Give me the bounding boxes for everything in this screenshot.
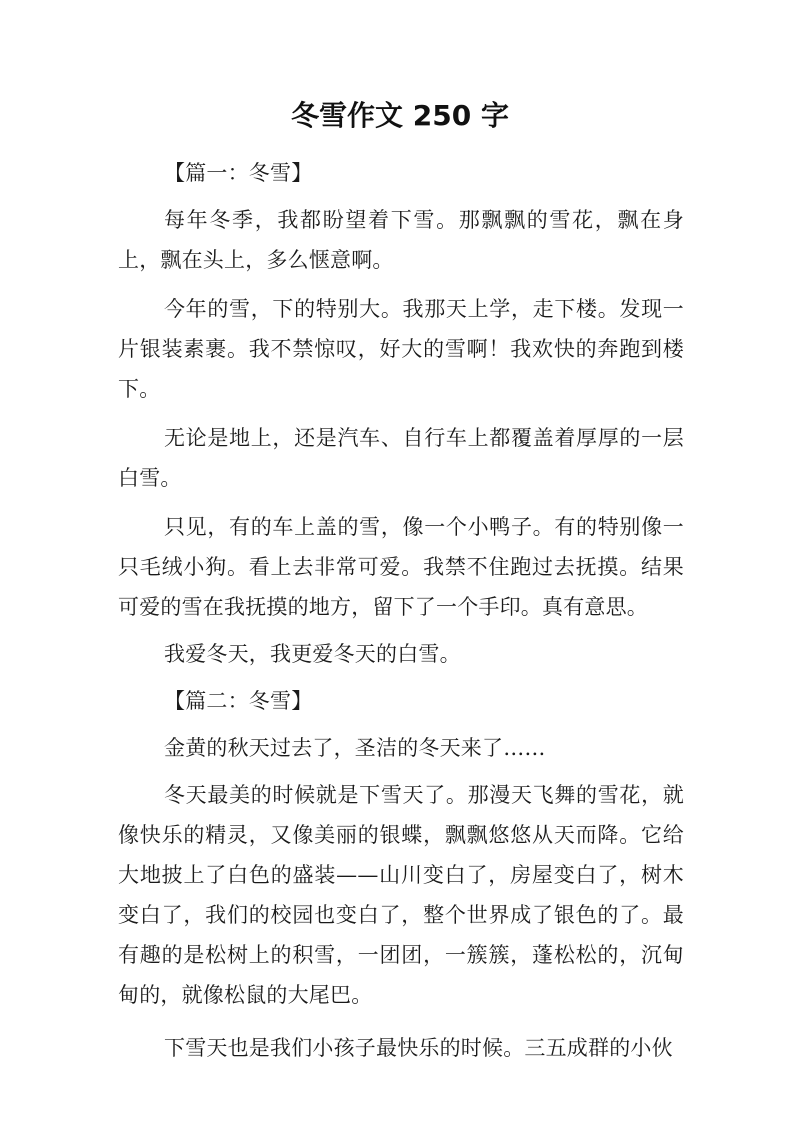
document-body <box>118 153 684 1068</box>
paragraph: 金黄的秋天过去了，圣洁的冬天来了…… <box>164 736 546 760</box>
paragraph: 今年的雪，下的特别大。我那天上学，走下楼。发现一片银装素裹。我不禁惊叹，好大的雪啊！我欢快的奔跑到楼下。 <box>118 297 684 401</box>
section-heading-2: 【篇二：冬雪】 <box>164 689 313 713</box>
paragraph: 冬天最美的时候就是下雪天了。那漫天飞舞的雪花，就像快乐的精灵，又像美丽的银蝶，飘飘悠悠从天而降。它给大地披上了白色的盛装——山川变白了，房屋变白了，树木变白了，我们的校园也变白了，整个世界成了银色的了。最有趣的是松树上的积雪，一团团，一簇簇，蓬松松的，沉甸甸的，就像松鼠的大尾巴。 <box>118 783 684 1007</box>
paragraph: 我爱冬天，我更爱冬天的白雪。 <box>164 642 461 666</box>
document-title: 冬雪作文 250 字 <box>291 99 509 132</box>
paragraph: 无论是地上，还是汽车、自行车上都覆盖着厚厚的一层白雪。 <box>118 426 684 490</box>
paragraph: 只见，有的车上盖的雪，像一个小鸭子。有的特别像一只毛绒小狗。看上去非常可爱。我禁不住跑过去抚摸。结果可爱的雪在我抚摸的地方，留下了一个手印。真有意思。 <box>118 515 684 619</box>
paragraph: 每年冬季，我都盼望着下雪。那飘飘的雪花，飘在身上，飘在头上，多么惬意啊。 <box>118 208 684 272</box>
section-heading-1: 【篇一：冬雪】 <box>164 161 313 185</box>
paragraph: 下雪天也是我们小孩子最快乐的时候。三五成群的小伙 <box>164 1036 673 1060</box>
